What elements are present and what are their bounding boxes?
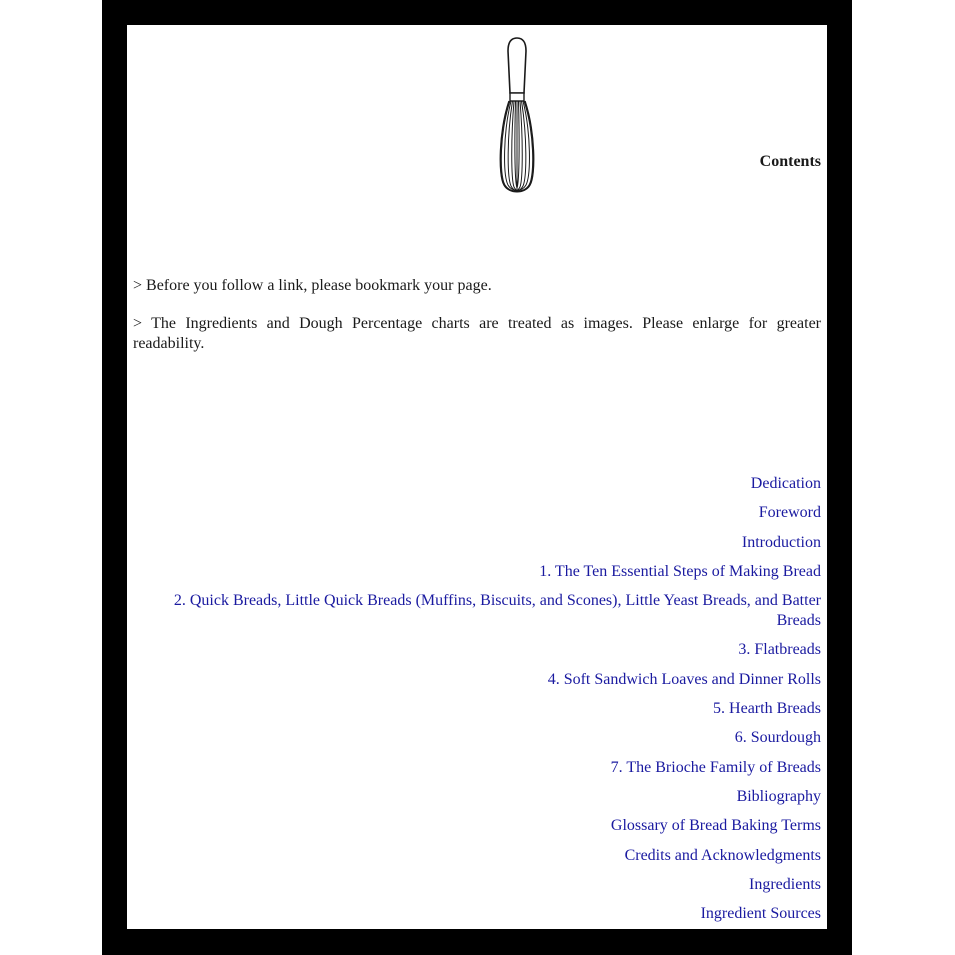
toc-item <box>133 787 821 807</box>
toc-item <box>133 562 821 582</box>
toc-item <box>133 533 821 553</box>
toc-item <box>133 816 821 836</box>
toc-link-chapter-3[interactable]: 3. Flatbreads <box>738 641 821 659</box>
toc-item <box>133 591 821 631</box>
toc-link-bibliography[interactable]: Bibliography <box>736 787 821 805</box>
toc-item <box>133 904 821 924</box>
toc-link-ingredient-sources[interactable]: Ingredient Sources <box>700 905 821 923</box>
toc-item <box>133 758 821 778</box>
whisk-icon <box>499 35 535 195</box>
contents-heading: Contents <box>759 153 821 170</box>
toc-item <box>133 640 821 660</box>
table-of-contents <box>133 474 821 933</box>
toc-item <box>133 699 821 719</box>
toc-link-chapter-5[interactable]: 5. Hearth Breads <box>713 700 821 718</box>
toc-link-introduction[interactable]: Introduction <box>741 533 821 551</box>
toc-link-credits[interactable]: Credits and Acknowledgments <box>624 846 821 864</box>
toc-link-glossary[interactable]: Glossary of Bread Baking Terms <box>610 817 821 835</box>
toc-link-chapter-1[interactable]: 1. The Ten Essential Steps of Making Bread <box>539 562 821 580</box>
bookmark-note: > Before you follow a link, please bookmark your page. <box>133 277 492 294</box>
toc-item <box>133 670 821 690</box>
document-page <box>127 25 827 929</box>
toc-item <box>133 728 821 748</box>
toc-link-chapter-2[interactable]: 2. Quick Breads, Little Quick Breads (Muffins, Biscuits, and Scones), Little Yeast Breads, and Batter Breads <box>173 592 821 630</box>
toc-item <box>133 474 821 494</box>
toc-link-chapter-7[interactable]: 7. The Brioche Family of Breads <box>610 758 821 776</box>
toc-item <box>133 503 821 523</box>
page-frame <box>102 0 852 955</box>
toc-link-chapter-4[interactable]: 4. Soft Sandwich Loaves and Dinner Rolls <box>547 670 821 688</box>
toc-link-chapter-6[interactable]: 6. Sourdough <box>734 729 821 747</box>
charts-note: > The Ingredients and Dough Percentage charts are treated as images. Please enlarge for greater readability. <box>133 315 821 352</box>
toc-item <box>133 846 821 866</box>
toc-link-dedication[interactable]: Dedication <box>750 475 821 492</box>
toc-item <box>133 875 821 895</box>
toc-link-ingredients[interactable]: Ingredients <box>749 875 821 893</box>
toc-link-foreword[interactable]: Foreword <box>758 504 821 522</box>
